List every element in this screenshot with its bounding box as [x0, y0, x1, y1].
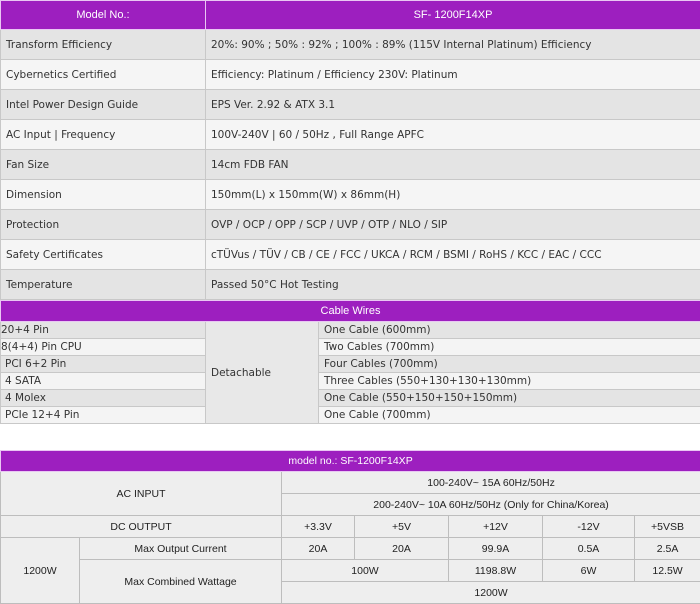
rail-label: -12V [543, 516, 635, 538]
spec-row [1, 60, 700, 90]
connector-name: 4 Molex [1, 390, 206, 407]
cable-type: Detachable [206, 322, 319, 424]
ac-input-line2: 200-240V~ 10A 60Hz/50Hz (Only for China/Korea) [282, 494, 700, 516]
max-current-value: 2.5A [635, 538, 700, 560]
spec-row [1, 150, 700, 180]
ac-input-label: AC INPUT [1, 472, 282, 516]
cable-count: One Cable (700mm) [319, 407, 700, 424]
combined-wattage-row [1, 560, 700, 582]
spec-row [1, 270, 700, 300]
spec-label: Safety Certificates [1, 240, 206, 270]
spec-label: Intel Power Design Guide [1, 90, 206, 120]
model-label: Model No.: [1, 1, 206, 30]
spec-row [1, 120, 700, 150]
cable-count: Three Cables (550+130+130+130mm) [319, 373, 700, 390]
spec-label: Temperature [1, 270, 206, 300]
spec-value: 20%: 90% ; 50% : 92% ; 100% : 89% (115V Internal Platinum) Efficiency [206, 30, 700, 60]
combined-wattage-label: Max Combined Wattage [80, 560, 282, 604]
output-header-row [1, 451, 700, 472]
cable-count: One Cable (550+150+150+150mm) [319, 390, 700, 407]
cable-title: Cable Wires [1, 301, 700, 322]
cable-header-row [1, 301, 700, 322]
max-current-row [1, 538, 700, 560]
cable-count: Four Cables (700mm) [319, 356, 700, 373]
spec-header-row [1, 1, 700, 30]
connector-name: 4 SATA [1, 373, 206, 390]
connector-name: PCIe 12+4 Pin [1, 407, 206, 424]
spec-label: Dimension [1, 180, 206, 210]
cable-table [0, 300, 700, 424]
spec-value: EPS Ver. 2.92 & ATX 3.1 [206, 90, 700, 120]
rail-label: +12V [449, 516, 543, 538]
rail-label: +5VSB [635, 516, 700, 538]
connector-name: 20+4 Pin [1, 322, 206, 339]
cable-count: Two Cables (700mm) [319, 339, 700, 356]
connector-name: 8(4+4) Pin CPU [1, 339, 206, 356]
spec-row [1, 210, 700, 240]
cable-row [1, 356, 700, 373]
dc-output-row [1, 516, 700, 538]
cable-row [1, 390, 700, 407]
output-title: model no.: SF-1200F14XP [1, 451, 700, 472]
spec-value: Passed 50°C Hot Testing [206, 270, 700, 300]
rail-label: +3.3V [282, 516, 355, 538]
spec-label: Protection [1, 210, 206, 240]
spec-value: OVP / OCP / OPP / SCP / UVP / OTP / NLO / SIP [206, 210, 700, 240]
spec-value: Efficiency: Platinum / Efficiency 230V: Platinum [206, 60, 700, 90]
cable-count: One Cable (600mm) [319, 322, 700, 339]
output-table [0, 450, 700, 604]
dc-output-label: DC OUTPUT [1, 516, 282, 538]
ac-input-row [1, 472, 700, 494]
combined-12v: 1198.8W [449, 560, 543, 582]
spec-table [0, 0, 700, 300]
model-value: SF- 1200F14XP [206, 1, 700, 30]
spec-label: Fan Size [1, 150, 206, 180]
connector-name: PCI 6+2 Pin [1, 356, 206, 373]
spec-row [1, 90, 700, 120]
spec-label: Transform Efficiency [1, 30, 206, 60]
combined-3v3-5v: 100W [282, 560, 449, 582]
max-current-value: 0.5A [543, 538, 635, 560]
spec-row [1, 30, 700, 60]
max-current-label: Max Output Current [80, 538, 282, 560]
rail-label: +5V [355, 516, 449, 538]
spec-value: 150mm(L) x 150mm(W) x 86mm(H) [206, 180, 700, 210]
cable-row [1, 407, 700, 424]
spec-label: AC Input | Frequency [1, 120, 206, 150]
cable-row [1, 322, 700, 339]
ac-input-line1: 100-240V~ 15A 60Hz/50Hz [282, 472, 700, 494]
combined-minus12v: 6W [543, 560, 635, 582]
max-current-value: 20A [355, 538, 449, 560]
combined-5vsb: 12.5W [635, 560, 700, 582]
cable-row [1, 373, 700, 390]
cable-row [1, 339, 700, 356]
max-current-value: 20A [282, 538, 355, 560]
spec-label: Cybernetics Certified [1, 60, 206, 90]
spec-value: 14cm FDB FAN [206, 150, 700, 180]
wattage-label: 1200W [1, 538, 80, 604]
max-current-value: 99.9A [449, 538, 543, 560]
spec-value: 100V-240V | 60 / 50Hz , Full Range APFC [206, 120, 700, 150]
spec-row [1, 240, 700, 270]
spec-value: cTÜVus / TÜV / CB / CE / FCC / UKCA / RCM / BSMI / RoHS / KCC / EAC / CCC [206, 240, 700, 270]
combined-total: 1200W [282, 582, 700, 604]
spec-row [1, 180, 700, 210]
